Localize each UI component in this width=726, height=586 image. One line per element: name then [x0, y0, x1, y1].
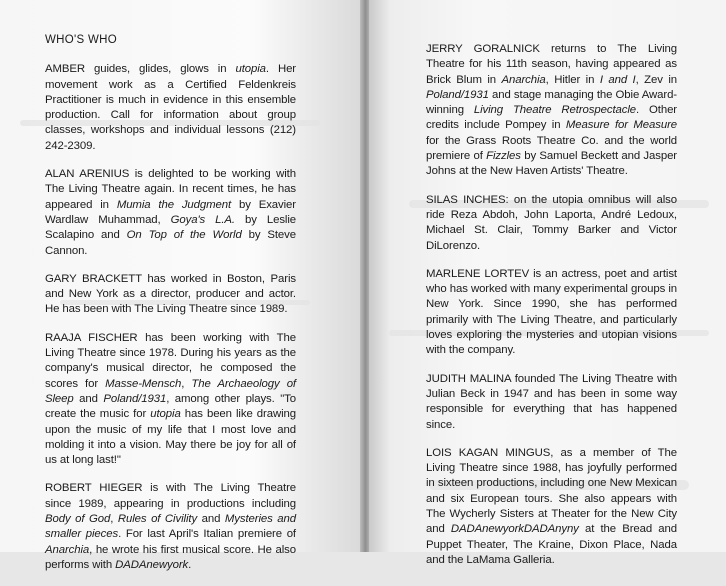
bio-entry — [426, 446, 677, 568]
bio-text: has been working with The Living Theatre since 1978. During his years as the company's musical director, he composed the scores for — [45, 331, 296, 390]
bio-title-italic: Goya's L.A. — [170, 213, 235, 226]
bio-entry — [45, 481, 296, 573]
bio-title-italic: Measure for Measure — [565, 119, 678, 132]
bio-text: is with The Living Theatre since 1989, appearing in productions including — [45, 482, 296, 510]
bio-entry — [45, 272, 296, 318]
bio-title-italic: Living Theatre Retrospectacle — [473, 104, 637, 117]
bio-entry — [45, 331, 296, 469]
bio-title-italic: Poland/1931 — [426, 88, 489, 101]
page-title: WHO'S WHO — [45, 34, 117, 46]
bio-title-italic: utopia — [150, 408, 181, 421]
bio-text: is delighted to be working with The Living Theatre again. In recent times, he has appeared in — [45, 168, 296, 211]
left-column — [45, 33, 296, 586]
bio-text: has worked in Boston, Paris and New York as a director, producer and actor. He has been with The Living Theatre since 1989. — [45, 272, 296, 316]
bio-title-italic: utopia — [235, 63, 266, 76]
bio-text: . For last April's Italian premiere of — [118, 528, 296, 541]
bio-text: guides, glides, glows in — [85, 63, 236, 76]
bio-name: ROBERT HIEGER — [45, 482, 143, 495]
bio-name: MARLENE LORTEV — [426, 267, 530, 280]
bio-title-italic: Mysteries and smaller pieces — [45, 513, 296, 541]
bio-name: JUDITH MALINA — [426, 372, 511, 385]
bio-text: is an actress, poet and artist who has worked with many experimental groups in New York. Since 1990, she has performed primarily with The Living Theatre, and particularly loves exploring the mysteries and utopian visions with the company. — [426, 267, 678, 357]
bio-title-italic: On Top of the World — [126, 229, 242, 242]
bio-name: ALAN ARENIUS — [45, 168, 130, 181]
bio-text: founded The Living Theatre with Julian Beck in 1947 and has been in some way responsible for everything that has happened since. — [426, 372, 677, 431]
bio-text: and — [197, 513, 225, 526]
bio-text: by Leslie Scalapino and — [45, 213, 297, 242]
bio-title-italic: DADAnewyork — [115, 558, 189, 571]
bio-entry — [45, 62, 296, 154]
bio-title-italic: DADAnewyorkDADAnyny — [450, 523, 579, 536]
bio-text: for the Grass Roots Theatre Co. and the world premiere of — [426, 134, 677, 163]
bio-title-italic: Rules of Civility — [117, 513, 198, 526]
bio-text: by Steve Cannon. — [45, 229, 296, 257]
bio-text: , he wrote his first musical score. He also performs with — [45, 543, 296, 571]
bio-name: GARY BRACKETT — [45, 272, 142, 285]
bio-name: JERRY GORALNICK — [426, 43, 540, 55]
bio-text: and stage managing the Obie Award-winning — [426, 88, 677, 117]
bio-name: AMBER — [45, 63, 86, 76]
bio-text: returns to The Living Theatre for his 11th season, having appeared as Brick Blum in — [426, 43, 678, 86]
bio-text: . Her movement work as a Certified Feldenkreis Practitioner is much in evidence in this ensemble production. Call for information about group classes, workshops and individual lessons (212) 242-2309. — [45, 63, 297, 152]
bio-text: : on the utopia omnibus will also ride Reza Abdoh, John Laporta, André Ledoux, Michael St. Clair, Tommy Barker and Victor DiLorenzo. — [426, 193, 677, 252]
bio-title-italic: Poland/1931 — [103, 392, 167, 405]
bio-text: , Hitler in — [545, 73, 600, 86]
bio-text: and — [73, 392, 104, 405]
bio-entry — [426, 372, 677, 433]
bio-name: SILAS INCHES — [426, 193, 506, 206]
right-column — [426, 42, 677, 581]
bio-text: , — [110, 513, 118, 526]
bio-text: , among other plays. "To create the music for — [45, 392, 296, 421]
bio-text: , as a member of The Living Theatre since 1988, has joyfully performed in sixteen productions, including one New Mexican and six European tours. She also appears with The Wycherly Sisters at Theater for the New City and — [426, 446, 677, 536]
bio-entry — [426, 42, 677, 180]
bio-title-italic: Mumia the Judgment — [116, 198, 232, 211]
bio-title-italic: The Archaeology of Sleep — [45, 377, 296, 405]
right-entry-list — [426, 42, 677, 568]
left-entry-list — [45, 62, 296, 573]
bio-text: has been like drawing upon the music of my life that I most love and molding it into a vision. May there be joy for all of us at long last!" — [45, 408, 296, 467]
bio-title-italic: Masse-Mensch — [105, 377, 182, 390]
bio-text: at the Bread and Puppet Theater, The Kraine, Dixon Place, Nada and the LaMama Galleria. — [426, 523, 677, 566]
bio-text: by Exavier Wardlaw Muhammad, — [45, 198, 296, 226]
bio-entry — [426, 267, 677, 359]
bio-title-italic: Anarchia — [45, 543, 90, 556]
bio-name: RAAJA FISCHER — [45, 331, 138, 344]
bio-text: , — [181, 377, 192, 390]
bio-text: . — [188, 558, 192, 571]
bio-title-italic: Anarchia — [501, 73, 546, 86]
bio-text: , Zev in — [635, 73, 677, 86]
bio-entry — [426, 193, 677, 254]
bio-entry — [45, 167, 296, 259]
bio-text: . Other credits include Pompey in — [426, 104, 677, 132]
bio-name: LOIS KAGAN MINGUS — [426, 446, 551, 459]
bio-title-italic: Body of God — [45, 513, 111, 526]
bio-title-italic: Fizzles — [486, 150, 521, 163]
bio-title-italic: I and I — [599, 73, 636, 86]
bio-text: by Samuel Beckett and Jasper Johns at the New Haven Artists' Theatre. — [426, 150, 677, 178]
